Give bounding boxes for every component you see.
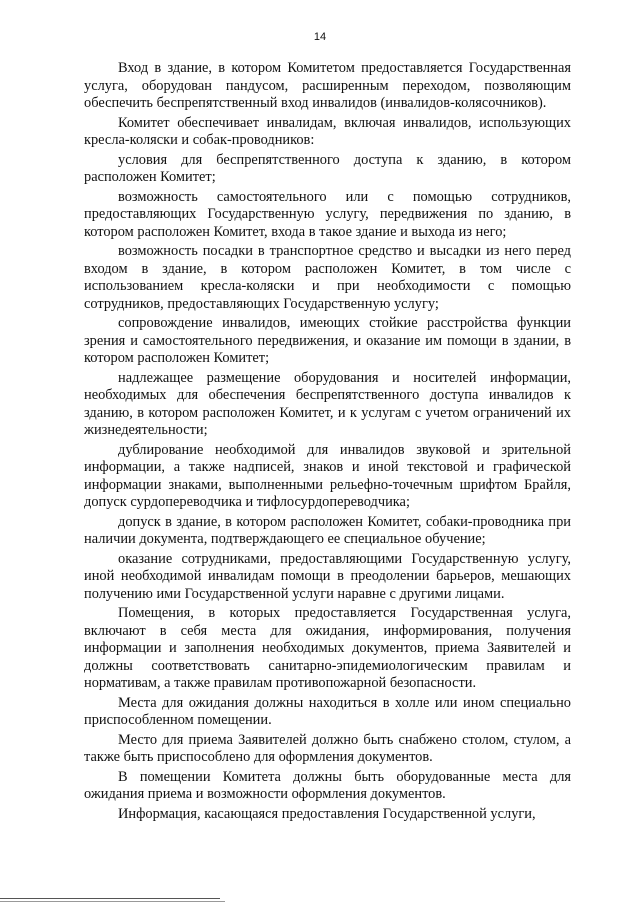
paragraph-escort: сопровождение инвалидов, имеющих стойкие расстройства функции зрения и самостоятельного передвижения, и оказание им помощи в здании, в котором расположен Комитет; bbox=[84, 315, 571, 366]
paragraph-guide-dog: допуск в здание, в котором расположен Комитет, собаки-проводника при наличии документа, подтверждающего ее специальное обучение; bbox=[84, 513, 571, 547]
footer-rule-secondary bbox=[0, 901, 225, 902]
paragraph-premises: Помещения, в которых предоставляется Государственная услуга, включают в себя места для ожидания, информирования, получения информации и заполнения необходимых документов, приема Заявителей и должны соответствовать санитарно-эпидемиологическим правилам и нормативам, а также правилам противопожарной безопасности. bbox=[84, 605, 571, 691]
page-number: 14 bbox=[313, 31, 327, 43]
paragraph-movement: возможность самостоятельного или с помощью сотрудников, предоставляющих Государственную услугу, передвижения по зданию, в котором расположен Комитет, входа в такое здание и выхода из него; bbox=[84, 188, 571, 240]
paragraph-committee-provides: Комитет обеспечивает инвалидам, включая инвалидов, использующих кресла-коляски и собак-проводников: bbox=[84, 114, 571, 148]
document-body bbox=[84, 60, 571, 825]
paragraph-entrance: Вход в здание, в котором Комитетом предоставляется Государственная услуга, оборудован пандусом, расширенным переходом, позволяющим обеспечить беспрепятственный вход инвалидов (инвалидов-колясочников). bbox=[84, 60, 571, 111]
paragraph-committee-premises: В помещении Комитета должны быть оборудованные места для ожидания приема и возможности оформления документов. bbox=[84, 768, 571, 802]
paragraph-equipment-placement: надлежащее размещение оборудования и носителей информации, необходимых для обеспечения беспрепятственного доступа инвалидов к зданию, в котором расположен Комитет, и к услугам с учетом ограничений их жизнедеятельности; bbox=[84, 369, 571, 438]
paragraph-information: Информация, касающаяся предоставления Государственной услуги, bbox=[118, 805, 536, 822]
paragraph-assistance: оказание сотрудниками, предоставляющими Государственную услугу, иной необходимой инвалидам помощи в преодолении барьеров, мешающих получению ими Государственной услуги наравне с другими лицами. bbox=[84, 550, 571, 602]
paragraph-information-duplication: дублирование необходимой для инвалидов звуковой и зрительной информации, а также надписей, знаков и иной текстовой и графической информации знаками, выполненными рельефно-точечным шрифтом Брайля, допуск сурдопереводчика и тифлосурдопереводчика; bbox=[84, 441, 571, 510]
footer-rule bbox=[0, 898, 220, 899]
paragraph-reception-place: Место для приема Заявителей должно быть снабжено столом, стулом, а также быть приспособлено для оформления документов. bbox=[84, 731, 571, 765]
paragraph-access-conditions: условия для беспрепятственного доступа к зданию, в котором расположен Комитет; bbox=[84, 151, 571, 185]
paragraph-waiting-areas: Места для ожидания должны находиться в холле или ином специально приспособленном помещении. bbox=[84, 694, 571, 728]
paragraph-transport: возможность посадки в транспортное средство и высадки из него перед входом в здание, в котором расположен Комитет, в том числе с использованием кресла-коляски и при необходимости с помощью сотрудников, предоставляющих Государственную услугу; bbox=[84, 243, 571, 312]
